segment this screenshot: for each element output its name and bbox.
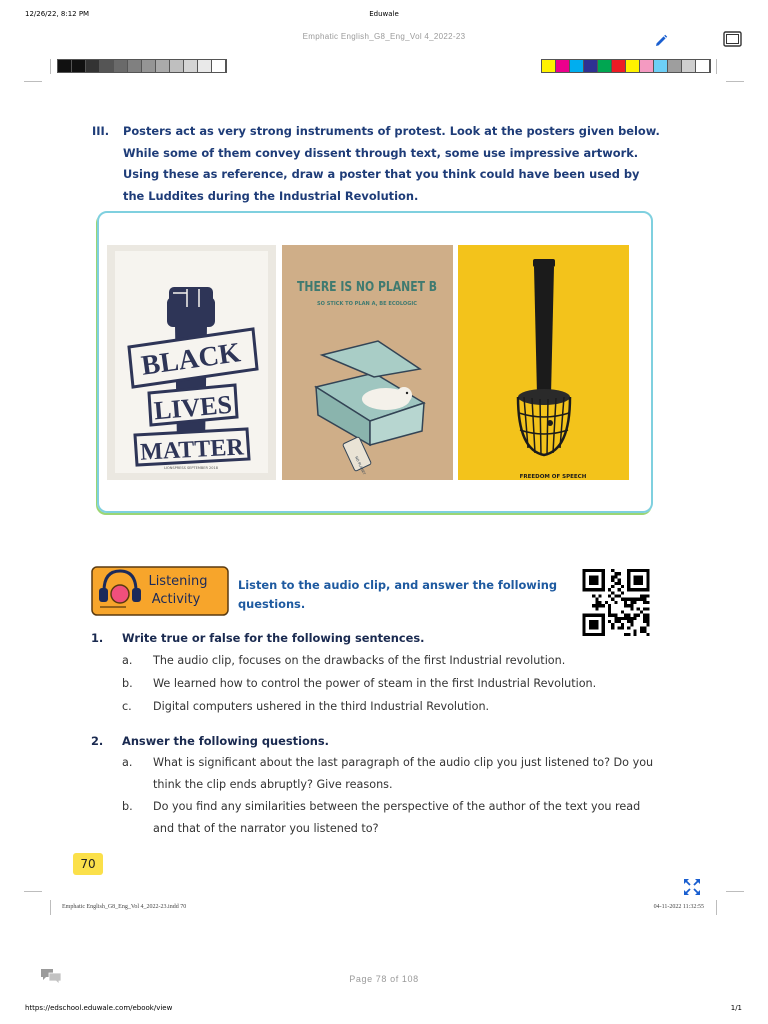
print-site-name: Eduwale	[369, 10, 399, 18]
item-text: Digital computers ushered in the third Industrial Revolution.	[153, 700, 490, 713]
poster-line-matter: MATTER	[139, 434, 245, 466]
calibration-swatch	[640, 60, 654, 72]
calibration-swatch	[668, 60, 682, 72]
crop-mark	[716, 59, 717, 74]
calibration-swatch	[626, 60, 640, 72]
list-item	[122, 673, 662, 695]
window-icon[interactable]	[723, 31, 742, 47]
calibration-swatch	[100, 60, 114, 72]
crop-mark	[50, 900, 51, 915]
poster-artwork	[282, 245, 453, 480]
calibration-swatch	[156, 60, 170, 72]
poster-footer: LIONSPRESS SEPTEMBER 2018	[164, 466, 218, 470]
calibration-swatch	[570, 60, 584, 72]
item-text: What is significant about the last paragraph of the audio clip you just listened to? Do you think the clip ends abruptly? Give reasons.	[153, 756, 654, 791]
poster-artwork	[458, 245, 629, 480]
question-number: 2.	[91, 734, 104, 748]
fullscreen-icon[interactable]	[683, 878, 701, 896]
crop-mark	[726, 891, 744, 892]
calibration-swatch	[584, 60, 598, 72]
section-number: III.	[92, 124, 110, 138]
calibration-swatch	[184, 60, 198, 72]
calibration-swatch	[682, 60, 696, 72]
item-label: a.	[122, 654, 133, 667]
poster-line-black: BLACK	[139, 337, 243, 382]
list-item	[122, 796, 662, 839]
crop-mark	[24, 891, 42, 892]
page-number: 70	[73, 853, 103, 875]
grayscale-calibration-bar	[57, 59, 227, 73]
listening-instruction: Listen to the audio clip, and answer the following questions.	[238, 578, 557, 611]
calibration-swatch	[72, 60, 86, 72]
print-page-count: 1/1	[730, 1004, 742, 1012]
question-title: Answer the following questions.	[122, 734, 330, 748]
poster-freedom-of-speech	[458, 245, 629, 480]
poster-black-lives-matter	[107, 245, 276, 480]
section-text: Posters act as very strong instruments of protest. Look at the posters given below. While some of them convey dissent through text, some use impressive artwork. Using these as reference, draw a poster that you think could have been used by the Luddites during the Industrial Revolution.	[123, 124, 660, 203]
list-item	[122, 650, 662, 672]
poster-no-planet-b	[282, 245, 453, 480]
listening-activity-badge	[90, 561, 230, 617]
print-url: https://edschool.eduwale.com/ebook/view	[25, 1004, 173, 1012]
item-text: Do you find any similarities between the perspective of the author of the text you read and that of the narrator you listened to?	[153, 800, 641, 835]
poster-tag: NO PLANET	[354, 455, 367, 476]
qr-code-icon[interactable]	[580, 569, 652, 636]
calibration-swatch	[128, 60, 142, 72]
list-item	[122, 752, 662, 795]
color-calibration-bar	[541, 59, 711, 73]
poster-caption: FREEDOM OF SPEECH	[519, 474, 587, 480]
item-text: We learned how to control the power of steam in the first Industrial Revolution.	[153, 677, 597, 690]
badge-line2: Activity	[151, 592, 201, 607]
crop-mark	[24, 81, 42, 82]
calibration-swatch	[114, 60, 128, 72]
print-slug-timestamp: 04-11-2022 11:32:55	[653, 904, 704, 910]
headphones-icon	[111, 585, 129, 603]
calibration-swatch	[86, 60, 100, 72]
calibration-swatch	[612, 60, 626, 72]
poster-subtitle: SO STICK TO PLAN A, BE ECOLOGIC	[317, 301, 417, 307]
calibration-swatch	[696, 60, 710, 72]
question-number: 1.	[91, 631, 104, 645]
poster-artwork	[107, 245, 276, 480]
calibration-swatch	[58, 60, 72, 72]
item-label: a.	[122, 756, 133, 769]
calibration-swatch	[212, 60, 226, 72]
section-3-instruction	[92, 121, 662, 207]
calibration-swatch	[542, 60, 556, 72]
list-item	[122, 696, 662, 718]
calibration-swatch	[142, 60, 156, 72]
edit-icon[interactable]	[654, 34, 668, 48]
calibration-swatch	[198, 60, 212, 72]
document-title: Emphatic English_G8_Eng_Vol 4_2022-23	[302, 32, 466, 41]
crop-mark	[726, 81, 744, 82]
crop-mark	[716, 900, 717, 915]
badge-line1: Listening	[148, 574, 208, 589]
poster-title: THERE IS NO PLANET B	[297, 279, 437, 295]
poster-line-lives: LIVES	[152, 389, 234, 426]
page-indicator: Page 78 of 108	[349, 974, 419, 984]
question-title: Write true or false for the following sentences.	[122, 631, 425, 645]
crop-mark	[50, 59, 51, 74]
calibration-swatch	[598, 60, 612, 72]
item-label: b.	[122, 677, 133, 690]
calibration-swatch	[654, 60, 668, 72]
print-datetime: 12/26/22, 8:12 PM	[25, 10, 90, 18]
item-label: c.	[122, 700, 132, 713]
item-label: b.	[122, 800, 133, 813]
item-text: The audio clip, focuses on the drawbacks of the first Industrial revolution.	[153, 654, 566, 667]
calibration-swatch	[556, 60, 570, 72]
print-slug-filename: Emphatic English_G8_Eng_Vol 4_2022-23.indd 70	[62, 904, 187, 910]
calibration-swatch	[170, 60, 184, 72]
